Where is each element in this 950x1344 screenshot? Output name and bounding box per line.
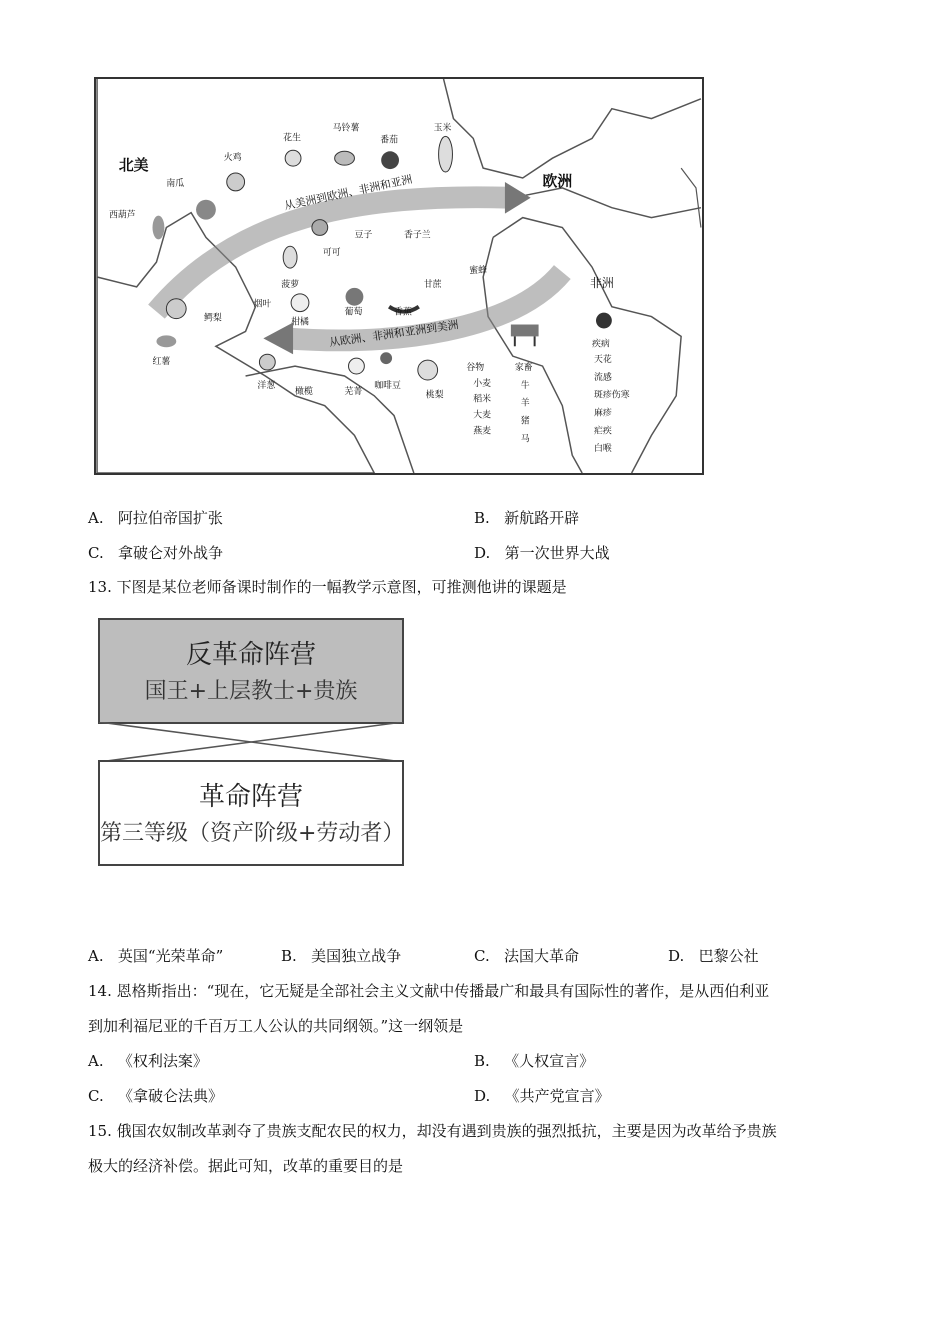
item-peanut: 花生 [283, 133, 301, 144]
q12-option-c[interactable] [88, 543, 223, 563]
grain-2: 大麦 [473, 410, 492, 421]
q13-option-c[interactable] [474, 946, 579, 966]
north-america-label: 北美 [118, 157, 149, 175]
option-text: 《拿破仑法典》 [118, 1087, 224, 1105]
item-citrus: 柑橘 [291, 317, 309, 328]
q14-option-d[interactable] [474, 1086, 610, 1106]
q13-stem: 13. 下图是某位老师备课时制作的一幅教学示意图，可推测他讲的课题是 [88, 578, 567, 596]
counter-revolution-box [98, 618, 404, 724]
map-svg [96, 79, 702, 473]
item-turkey: 火鸡 [223, 153, 242, 164]
option-label: C. [88, 1087, 104, 1105]
item-avocado: 鳄梨 [203, 313, 222, 324]
item-onion: 洋葱 [257, 380, 276, 391]
item-potato: 马铃薯 [332, 123, 360, 134]
option-text: 拿破仑对外战争 [118, 544, 224, 562]
livestock-0: 牛 [520, 380, 530, 391]
arrow-bottom-label: 从欧洲、非洲和亚洲到美洲 [328, 318, 460, 350]
item-sweet-potato: 红薯 [152, 357, 171, 368]
option-label: D. [668, 947, 685, 965]
item-tobacco: 烟叶 [253, 299, 272, 310]
livestock-title: 家畜 [514, 363, 533, 374]
option-label: B. [474, 509, 490, 527]
disease-5: 白喉 [594, 444, 612, 455]
camp-connector [98, 722, 404, 762]
option-label: B. [474, 1052, 490, 1070]
q14-option-c[interactable] [88, 1086, 223, 1106]
q15-stem-line1: 15. 俄国农奴制改革剥夺了贵族支配农民的权力，却没有遇到贵族的强烈抵抗，主要是因为改革给予贵族 [88, 1122, 777, 1140]
item-bees: 蜜蜂 [469, 266, 488, 277]
item-peach-pear: 桃梨 [425, 390, 444, 401]
grains-title: 谷物 [466, 363, 485, 374]
option-text: 《人权宣言》 [504, 1052, 595, 1070]
q14-stem-line1: 14. 恩格斯指出：“现在，它无疑是全部社会主义文献中传播最广和最具有国际性的著作，是从西伯利亚 [88, 982, 770, 1000]
disease-2: 斑疹伤寒 [594, 390, 630, 401]
rev-camp-members: 第三等级（资产阶级+劳动者） [100, 821, 405, 846]
item-sugarcane: 甘蔗 [423, 279, 442, 290]
option-label: D. [474, 544, 491, 562]
option-label: D. [474, 1087, 491, 1105]
livestock-2: 猪 [520, 416, 530, 427]
revolution-box [98, 760, 404, 866]
item-pumpkin: 南瓜 [166, 178, 185, 189]
option-text: 第一次世界大战 [504, 544, 610, 562]
q13-option-a[interactable] [88, 946, 223, 966]
grain-3: 燕麦 [473, 426, 492, 437]
item-turnip: 芜菁 [344, 386, 363, 397]
option-text: 美国独立战争 [311, 947, 402, 965]
disease-0: 天花 [594, 355, 612, 366]
arrow-top-label: 从美洲到欧洲、非洲和亚洲 [283, 172, 414, 213]
item-grape: 葡萄 [344, 307, 363, 318]
option-text: 巴黎公社 [698, 947, 759, 965]
africa-label: 非洲 [590, 275, 614, 290]
option-label: A. [88, 509, 104, 527]
item-cacao: 可可 [322, 248, 341, 259]
option-label: A. [88, 1052, 104, 1070]
livestock-3: 马 [520, 434, 530, 445]
item-olive: 橄榄 [295, 386, 313, 397]
rev-camp-title: 革命阵营 [198, 782, 303, 812]
camp-diagram [98, 618, 406, 866]
q12-option-b[interactable] [474, 508, 579, 528]
counter-camp-title: 反革命阵营 [185, 640, 316, 670]
item-tomato: 番茄 [380, 135, 398, 146]
option-text: 阿拉伯帝国扩张 [117, 509, 223, 527]
q14-option-b[interactable] [474, 1051, 594, 1071]
option-label: A. [88, 947, 104, 965]
item-pineapple: 菠萝 [281, 279, 299, 290]
option-label: B. [281, 947, 297, 965]
item-squash: 西葫芦 [108, 210, 136, 221]
counter-camp-members: 国王+上层教士+贵族 [144, 679, 358, 704]
item-corn: 玉米 [433, 123, 452, 134]
europe-label: 欧洲 [542, 172, 573, 190]
option-label: C. [88, 544, 104, 562]
q15-stem-line2: 极大的经济补偿。据此可知，改革的重要目的是 [88, 1157, 404, 1175]
option-text: 英国“光荣革命” [117, 947, 224, 965]
q13-option-d[interactable] [668, 946, 759, 966]
item-banana: 香蕉 [394, 307, 412, 318]
item-beans: 豆子 [354, 230, 373, 241]
option-text: 《共产党宣言》 [504, 1087, 610, 1105]
q12-option-a[interactable] [88, 508, 223, 528]
q14-stem-line2: 到加利福尼亚的千百万工人公认的共同纲领。”这一纲领是 [88, 1017, 464, 1035]
disease-3: 麻疹 [594, 408, 612, 419]
item-vanilla: 香子兰 [403, 230, 431, 241]
option-label: C. [474, 947, 490, 965]
columbian-exchange-map [94, 77, 704, 475]
option-text: 《权利法案》 [117, 1052, 208, 1070]
q12-option-d[interactable] [474, 543, 610, 563]
option-text: 新航路开辟 [504, 509, 580, 527]
grain-1: 稻米 [473, 394, 492, 405]
livestock-1: 羊 [520, 398, 530, 409]
q14-option-a[interactable] [88, 1051, 208, 1071]
grain-0: 小麦 [473, 378, 492, 389]
q13-option-b[interactable] [281, 946, 401, 966]
option-text: 法国大革命 [504, 947, 580, 965]
disease-4: 疟疾 [594, 426, 612, 437]
disease-1: 流感 [594, 372, 612, 383]
item-coffee: 咖啡豆 [374, 380, 401, 391]
diseases-title: 疾病 [592, 339, 610, 350]
